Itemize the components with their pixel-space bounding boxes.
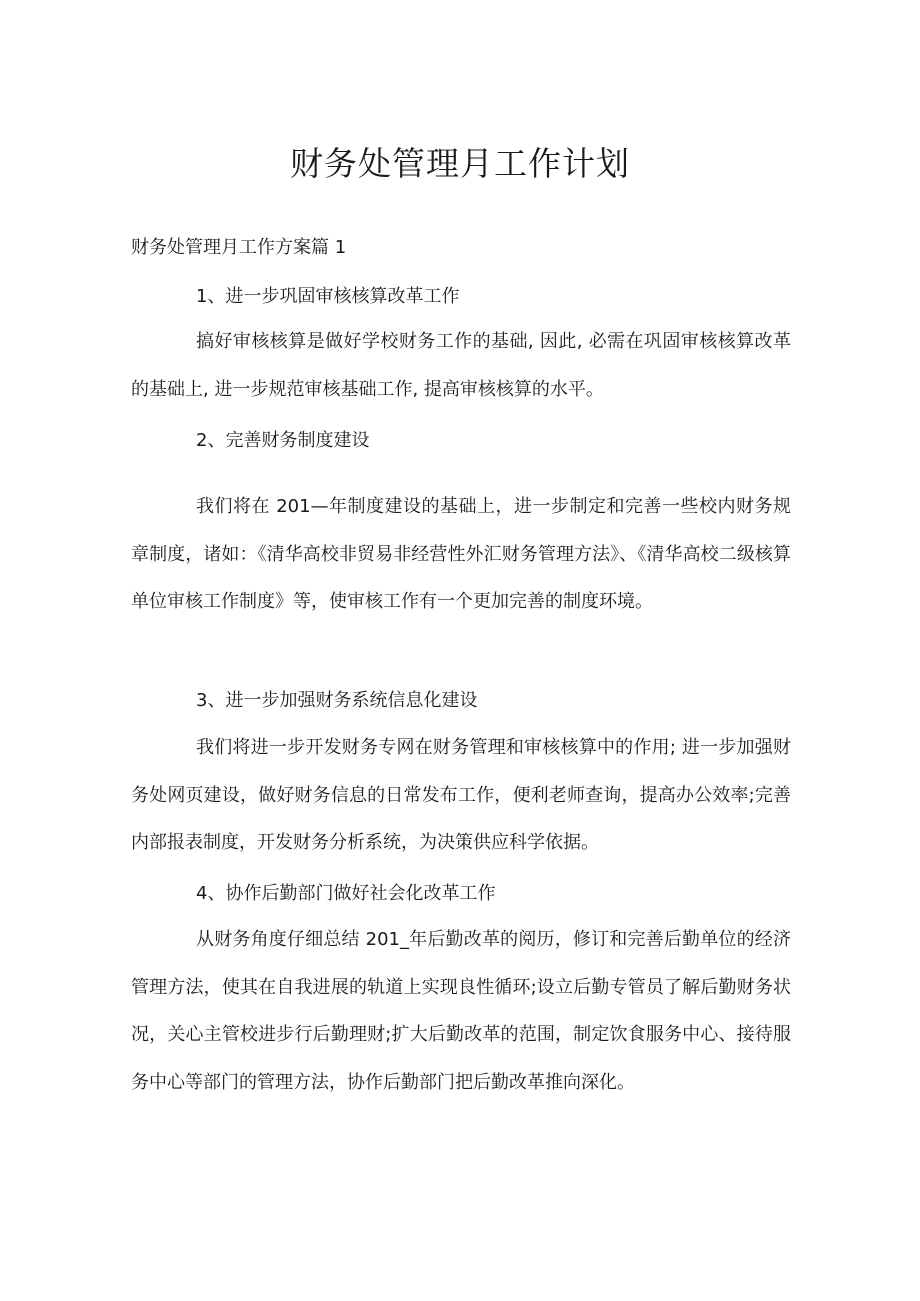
section-heading-4: 4、协作后勤部门做好社会化改革工作 bbox=[196, 883, 496, 904]
page-title: 财务处管理月工作计划 bbox=[290, 144, 630, 183]
section-body-1: 搞好审核核算是做好学校财务工作的基础, 因此, 必需在巩固审核核算改革的基础上, 进一步规范审核基础工作, 提高审核核算的水平。 bbox=[131, 331, 791, 400]
section-body-2: 我们将在 201—年制度建设的基础上，进一步制定和完善一些校内财务规章制度，诸如：《清华高校非贸易非经营性外汇财务管理方法》、《清华高校二级核算单位审核工作制度》等，使审核工作有一个更加完善的制度环境。 bbox=[131, 496, 791, 612]
section-body-4: 从财务角度仔细总结 201_年后勤改革的阅历，修订和完善后勤单位的经济管理方法，使其在自我进展的轨道上实现良性循环;设立后勤专管员了解后勤财务状况，关心主管校进步行后勤理财;扩大后勤改革的范围，制定饮食服务中心、接待服务中心等部门的管理方法，协作后勤部门把后勤改革推向深化。 bbox=[131, 929, 791, 1093]
section-heading-1: 1、进一步巩固审核核算改革工作 bbox=[196, 286, 460, 307]
section-heading-3: 3、进一步加强财务系统信息化建设 bbox=[196, 690, 478, 711]
section-heading-2: 2、完善财务制度建设 bbox=[196, 430, 370, 451]
document-subtitle: 财务处管理月工作方案篇 1 bbox=[131, 237, 347, 258]
section-body-3: 我们将进一步开发财务专网在财务管理和审核核算中的作用; 进一步加强财务处网页建设，做好财务信息的日常发布工作，便利老师查询，提高办公效率;完善内部报表制度，开发财务分析系统，为决策供应科学依据。 bbox=[131, 737, 791, 853]
